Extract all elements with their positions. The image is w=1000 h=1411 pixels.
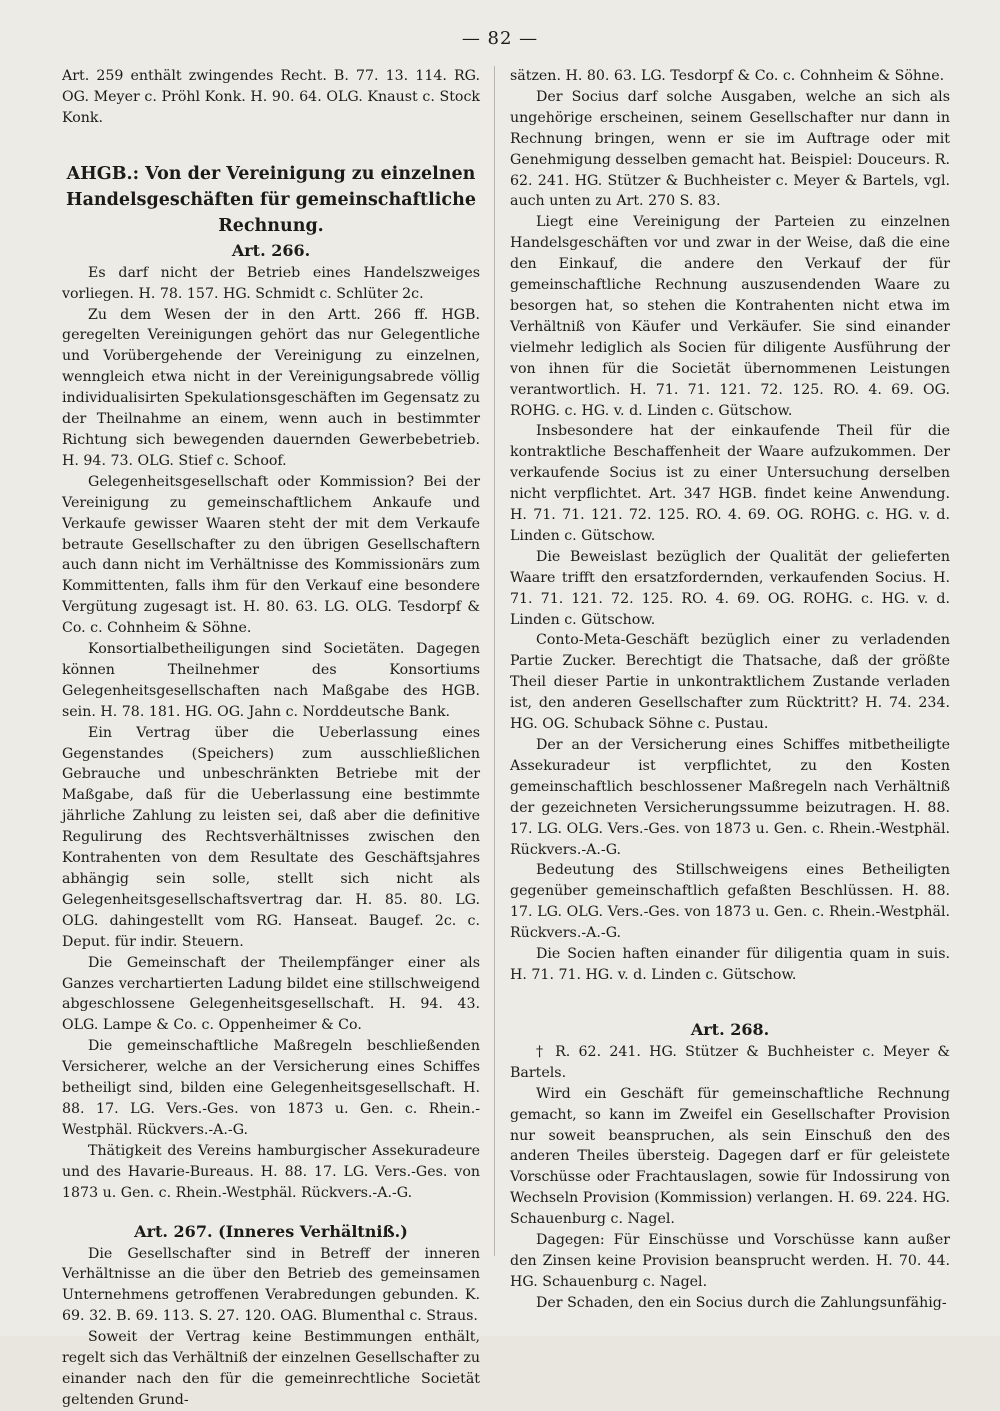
paragraph: Der Socius darf solche Ausgaben, welche an sich als ungehörige erscheinen, seinem Gesellschafter nur dann in Rechnung bringen, wenn er sie im Auftrage oder mit Genehmigung desselben gemacht hat. Beispiel: Douceurs. R. 62. 241. HG. Stützer & Buchheister c. Meyer & Bartels, vgl. auch unten zu Art. 270 S. 83. (510, 88, 950, 210)
paragraph: Die gemeinschaftliche Maßregeln beschließenden Versicherer, welche an der Versicherung eines Schiffes betheiligt sind, bilden eine Gelegenheitsgesellschaft. H. 88. 17. LG. Vers.-Ges. von 1873 u. Gen. c. Rhein.-Westphäl. Rückvers.-A.-G. (62, 1038, 480, 1138)
paragraph: Ein Vertrag über die Ueberlassung eines Gegenstandes (Speichers) zum ausschließlichen Gebrauche und unbeschränkten Betriebe mit der Maßgabe, daß für die Ueberlassung eine bestimmte jährliche Zahlung zu leisten sei, daß aber die definitive Regulirung des Rechtsverhältnisses zwischen den Kontrahenten von dem Resultate des Geschäftsjahres abhängig sein solle, stellt sich nicht als Gelegenheitsgesellschaftsvertrag dar. H. 85. 80. LG. OLG. dahingestellt vom RG. Hanseat. Baugef. 2c. c. Deput. für indir. Steuern. (62, 724, 480, 950)
paragraph: Die Gemeinschaft der Theilempfänger einer als Ganzes verchartierten Ladung bildet eine stillschweigend abgeschlossene Gelegenheitsgesellschaft. H. 94. 43. OLG. Lampe & Co. c. Oppenheimer & Co. (62, 954, 480, 1034)
paragraph: Der an der Versicherung eines Schiffes mitbetheiligte Assekuradeur ist verpflichtet, zu den Kosten gemeinschaftlich beschlossener Maßregeln nach Verhältniß der gezeichneten Versicherungssumme beizutragen. H. 88. 17. LG. OLG. Vers.-Ges. von 1873 u. Gen. c. Rhein.-Westphäl. Rückvers.-A.-G. (510, 737, 950, 858)
paragraph: sätzen. H. 80. 63. LG. Tesdorpf & Co. c. Cohnheim & Söhne. (510, 68, 945, 84)
left-column (62, 66, 480, 1411)
right-column (510, 66, 950, 1314)
page-number: — 82 — (461, 28, 539, 49)
section-heading: AHGB.: Von der Vereinigung zu einzelnen Handelsgeschäften für gemeinschaftliche Rechnung. (66, 163, 476, 236)
column-divider (494, 66, 495, 1256)
paragraph: Konsortialbetheiligungen sind Societäten. Dagegen können Theilnehmer des Konsortiums Gelegenheitsgesellschaften nach Maßgabe des HGB. sein. H. 78. 181. HG. OG. Jahn c. Norddeutsche Bank. (62, 641, 480, 720)
article-heading-268: Art. 268. (690, 1019, 770, 1039)
paragraph: Wird ein Geschäft für gemeinschaftliche Rechnung gemacht, so kann im Zweifel ein Gesellschafter Provision nur soweit beanspruchen, als sein Einschuß den des anderen Theiles übersteig. Dagegen darf er für geleistete Vorschüsse oder Frachtauslagen, sowie für Indossirung von Wechseln Provision (Kommission) verlangen. H. 69. 224. HG. Schauenburg c. Nagel. (510, 1085, 950, 1228)
article-heading-267: Art. 267. (Inneres Verhältniß.) (134, 1221, 408, 1241)
paragraph: Art. 259 enthält zwingendes Recht. B. 77. 13. 114. RG. OG. Meyer c. Pröhl Konk. H. 90. 64. OLG. Knaust c. Stock Konk. (62, 68, 480, 126)
paragraph: Soweit der Vertrag keine Bestimmungen enthält, regelt sich das Verhältniß der einzelnen Gesellschafter zu einander nach den für die gemeinrechtliche Societät geltenden Grund- (62, 1329, 480, 1408)
paragraph: Es darf nicht der Betrieb eines Handelszweiges vorliegen. H. 78. 157. HG. Schmidt c. Schlüter 2c. (62, 264, 480, 302)
paragraph: Thätigkeit des Vereins hamburgischer Assekuradeure und des Havarie-Bureaus. H. 88. 17. LG. Vers.-Ges. von 1873 u. Gen. c. Rhein.-Westphäl. Rückvers.-A.-G. (62, 1142, 480, 1201)
paragraph: † R. 62. 241. HG. Stützer & Buchheister c. Meyer & Bartels. (510, 1043, 950, 1081)
paragraph: Die Beweislast bezüglich der Qualität der gelieferten Waare trifft den ersatzfordernden, verkaufenden Socius. H. 71. 71. 121. 72. 125. RO. 4. 69. OG. ROHG. c. HG. v. d. Linden c. Gütschow. (510, 548, 950, 628)
paragraph: Insbesondere hat der einkaufende Theil für die kontraktliche Beschaffenheit der Waare aufzukommen. Der verkaufende Socius ist zu einer Untersuchung derselben nicht verpflichtet. Art. 347 HGB. findet keine Anwendung. H. 71. 71. 121. 72. 125. RO. 4. 69. OG. ROHG. c. HG. v. d. Linden c. Gütschow. (510, 423, 950, 544)
paragraph: Dagegen: Für Einschüsse und Vorschüsse kann außer den Zinsen keine Provision beansprucht werden. H. 70. 44. HG. Schauenburg c. Nagel. (510, 1232, 950, 1290)
article-heading-266: Art. 266. (231, 240, 311, 260)
paragraph: Die Gesellschafter sind in Betreff der inneren Verhältnisse an die über den Betrieb des gemeinsamen Unternehmens getroffenen Verabredungen gebunden. K. 69. 32. B. 69. 113. S. 27. 120. OAG. Blumenthal c. Straus. (62, 1245, 480, 1325)
paragraph: Gelegenheitsgesellschaft oder Kommission? Bei der Vereinigung zu gemeinschaftlichem Ankaufe und Verkaufe gewisser Waaren steht der mit dem Verkaufe betraute Gesellschafter zu den übrigen Gesellschaftern auch dann nicht im Verhältnisse des Kommissionärs zum Kommittenten, falls ihm für den Verkauf eine besondere Vergütung zugesagt ist. H. 80. 63. LG. OLG. Tesdorpf & Co. c. Cohnheim & Söhne. (62, 473, 480, 637)
paragraph: Die Socien haften einander für diligentia quam in suis. H. 71. 71. HG. v. d. Linden c. Gütschow. (510, 946, 950, 983)
paragraph: Zu dem Wesen der in den Artt. 266 ff. HGB. geregelten Vereinigungen gehört das nur Gelegentliche und Vorübergehende der Vereinigung zu einzelnen, wenngleich etwa nicht in der Vereinigungsabrede völlig individualisirten Spekulationsgeschäften im Gegensatz zu der Theilnahme an einem, wenn auch in bestimmter Richtung sich bewegenden dauernden Gewerbebetrieb. H. 94. 73. OLG. Stief c. Schoof. (62, 306, 480, 469)
paragraph: Der Schaden, den ein Socius durch die Zahlungsunfähig- (536, 1294, 947, 1311)
paragraph: Liegt eine Vereinigung der Parteien zu einzelnen Handelsgeschäften vor und zwar in der Weise, daß die eine den Einkauf, die andere den Verkauf der für gemeinschaftliche Rechnung auszusendenden Waare zu besorgen hat, so stehen die Kontrahenten nicht etwa im Verhältniß von Käufer und Verkäufer. Sie sind einander vielmehr lediglich als Socien für diligente Ausführung der von ihnen für die Societät übernommenen Leistungen verantwortlich. H. 71. 71. 121. 72. 125. RO. 4. 69. OG. ROHG. c. HG. v. d. Linden c. Gütschow. (510, 214, 950, 419)
paragraph: Bedeutung des Stillschweigens eines Betheiligten gegenüber gemeinschaftlich gefaßten Beschlüssen. H. 88. 17. LG. OLG. Vers.-Ges. von 1873 u. Gen. c. Rhein.-Westphäl. Rückvers.-A.-G. (510, 862, 950, 942)
paragraph: Conto-Meta-Geschäft bezüglich einer zu verladenden Partie Zucker. Berechtigt die Thatsache, daß der größte Theil dieser Partie in unkontraktlichem Zustande verladen ist, den anderen Gesellschafter zum Rücktritt? H. 74. 234. HG. OG. Schuback Söhne c. Pustau. (510, 632, 950, 733)
